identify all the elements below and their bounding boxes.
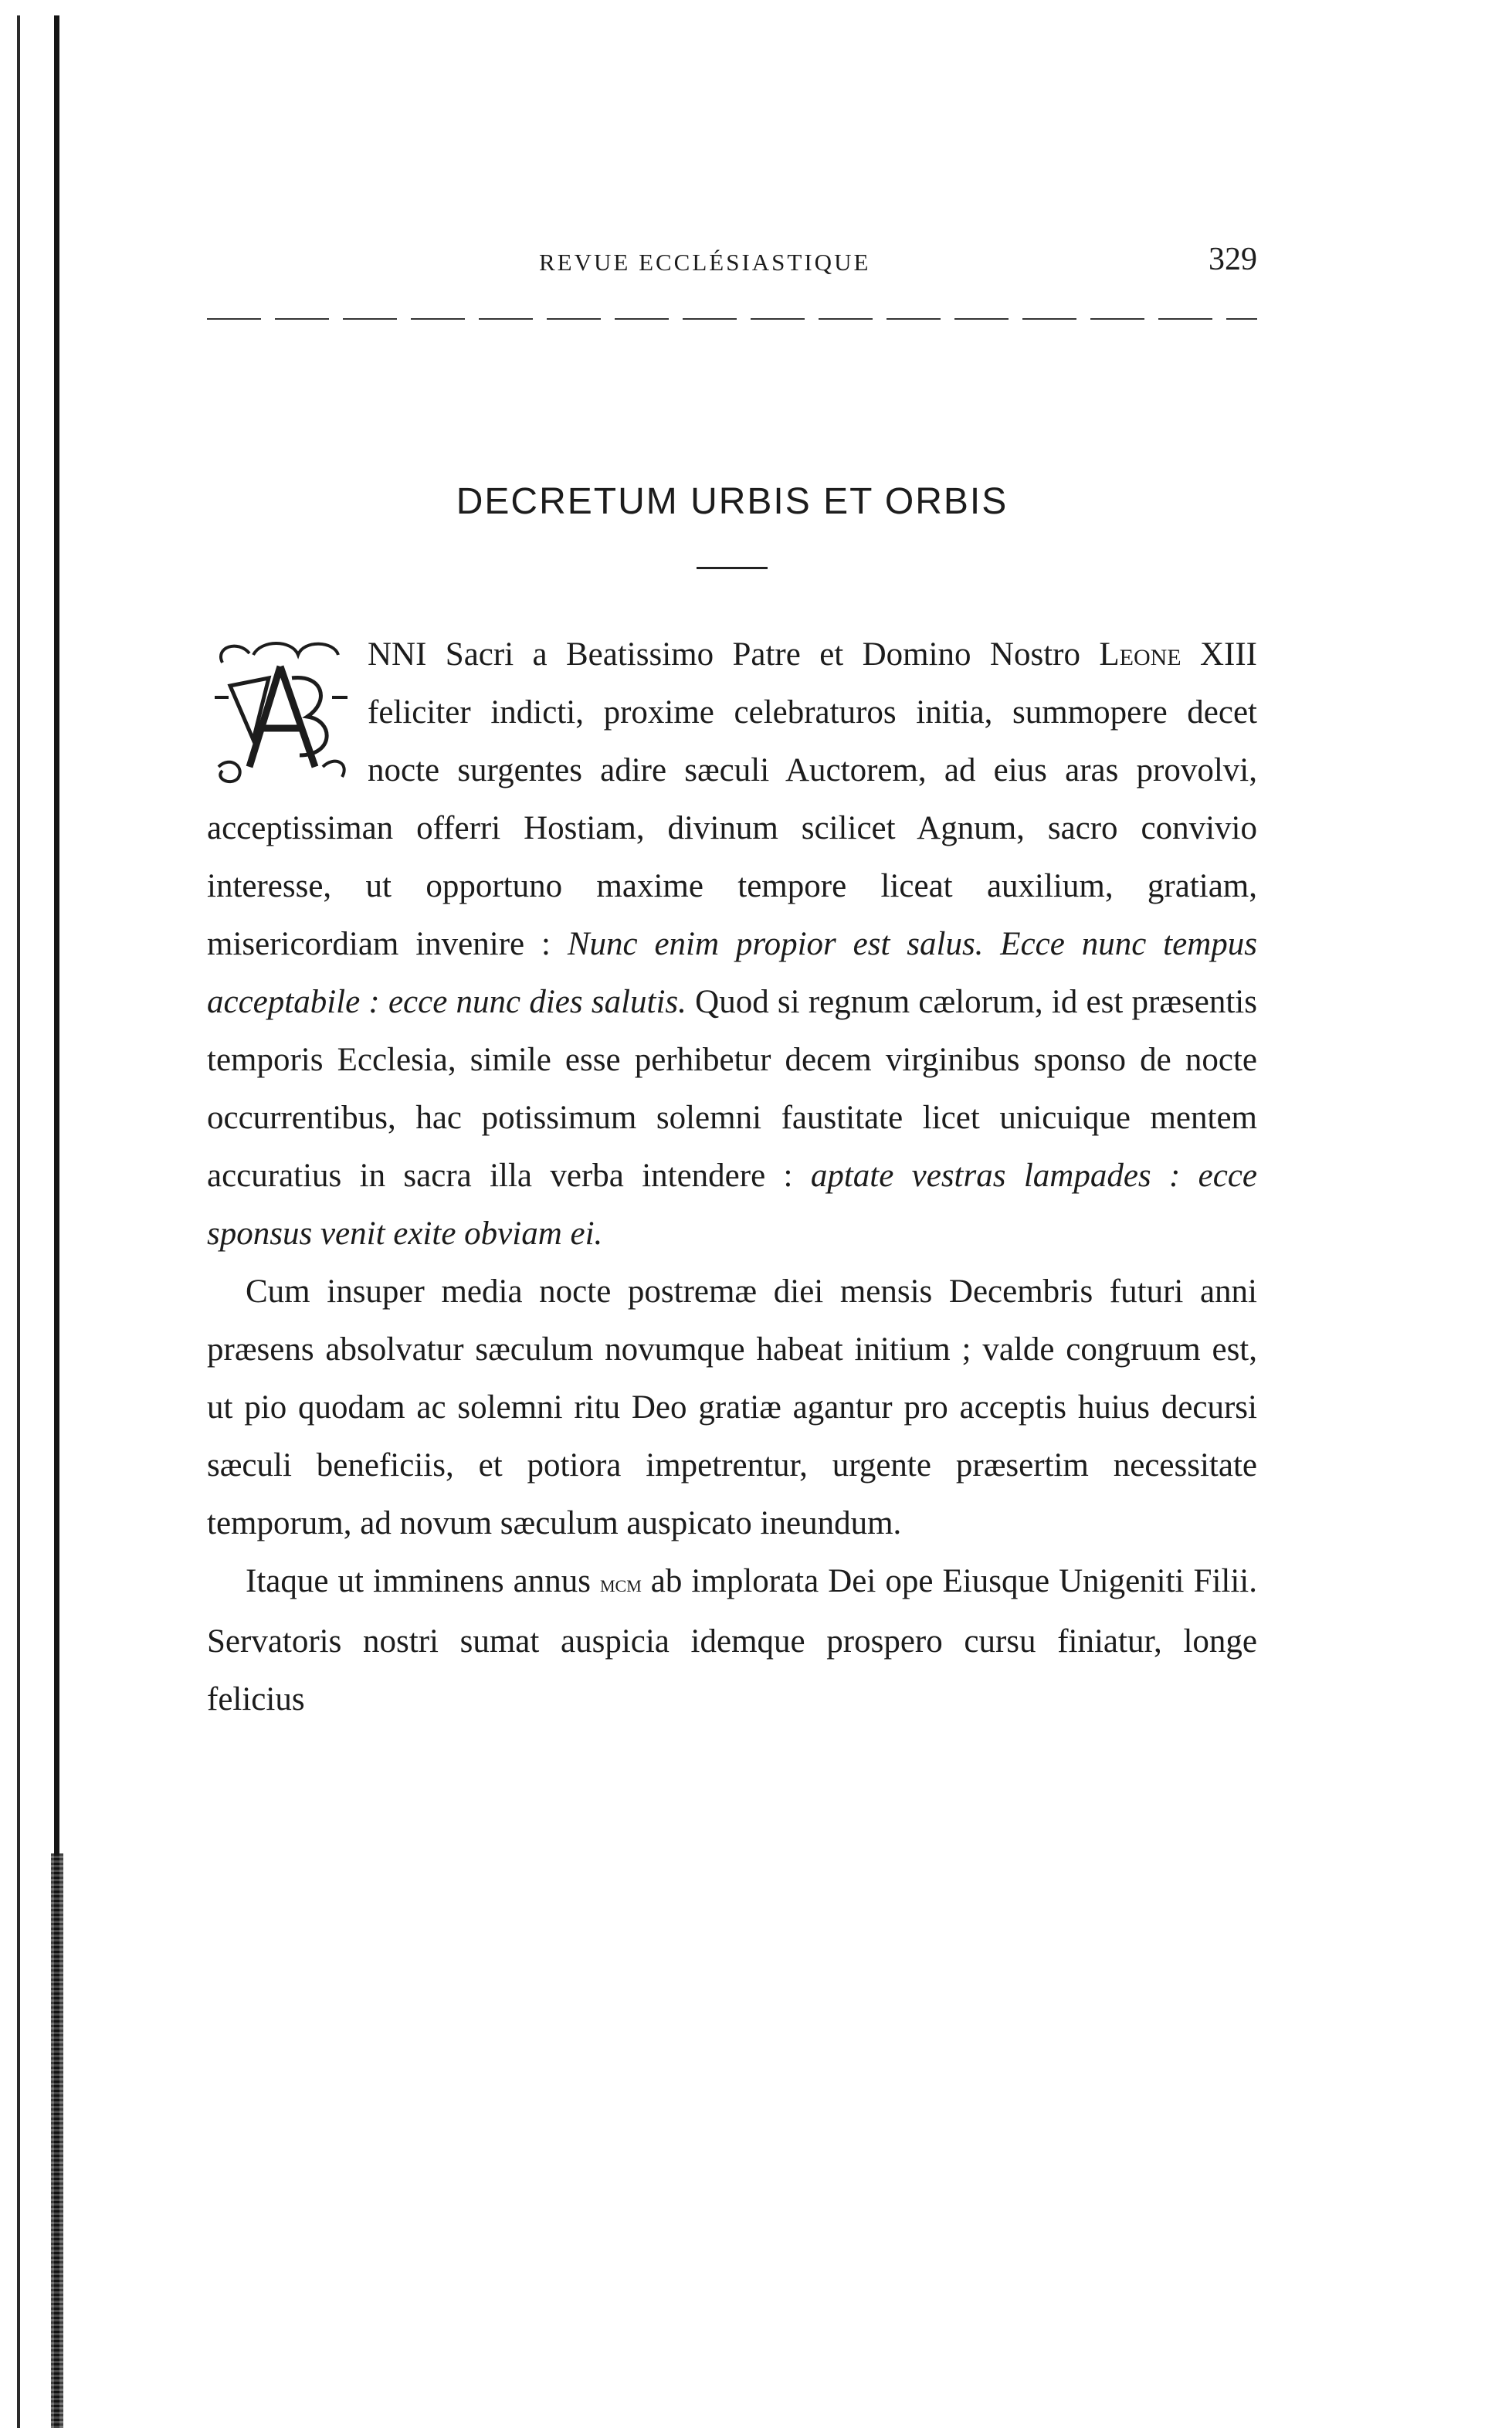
- binding-scan-noise: [51, 1853, 63, 2428]
- running-header: [207, 241, 1257, 287]
- paragraph-3-text-b: ab implorata Dei ope Eiusque Unigeniti Filii. Servatoris nostri sumat auspicia idemque prospero cursu finiatur, longe felicius: [207, 1563, 1257, 1718]
- header-rule: [207, 318, 1257, 320]
- page-number: 329: [1209, 242, 1257, 277]
- scripture-quote-2: aptate vestras lampades : ecce sponsus venit exite obviam ei.: [207, 1158, 1257, 1252]
- paragraph-3-text-a: Itaque ut imminens annus: [246, 1563, 600, 1599]
- binding-edge: [0, 0, 69, 2428]
- decree-title: DECRETUM URBIS ET ORBIS: [456, 481, 1009, 523]
- paragraph-1: [207, 626, 1257, 1263]
- paragraph-1-text-b: XIII feliciter indicti, proxime celebraturos initia, summopere decet nocte surgentes adire sæculi Auctorem, ad eius aras provolvi, acceptissiman offerri Hostiam, divinum scilicet Agnum, sacro convivio interesse, ut opportuno maxime tempore liceat auxilium, gratiam, misericordiam invenire :: [207, 636, 1257, 962]
- paragraph-1-text-a: Sacri a Beatissimo Patre et Domino Nostro: [426, 636, 1100, 673]
- lead-word: NNI: [368, 636, 427, 673]
- year-numeral: mcm: [599, 1569, 642, 1597]
- decree-body: [207, 626, 1257, 1728]
- title-rule: [697, 567, 768, 569]
- paragraph-2: Cum insuper media nocte postremæ diei mensis Decembris futuri anni præsens absolvatur sæculum novumque habeat initium ; valde congruum est, ut pio quodam ac solemni ritu Deo gratiæ agantur pro acceptis huius decursi sæculi beneficiis, et potiora impetrentur, urgente præsertim necessitate temporum, ad novum sæculum auspicato ineundum.: [207, 1273, 1257, 1541]
- scripture-quote-1: Nunc enim propior est salus. Ecce nunc tempus acceptabile : ecce nunc dies salutis.: [207, 926, 1257, 1020]
- paragraph-3: [207, 1552, 1257, 1728]
- pope-name: Leone: [1099, 636, 1181, 673]
- binding-rule-outer: [17, 15, 20, 2428]
- paragraph-1-text-c: Quod si regnum cælorum, id est præsentis temporis Ecclesia, simile esse perhibetur decem virginibus sponso de nocte occurrentibus, hac potissimum solemni faustitate licet unicuique mentem accuratius in sacra illa verba intendere :: [207, 984, 1257, 1194]
- running-title: REVUE ECCLÉSIASTIQUE: [539, 249, 871, 276]
- drop-cap-ornament: [207, 632, 354, 790]
